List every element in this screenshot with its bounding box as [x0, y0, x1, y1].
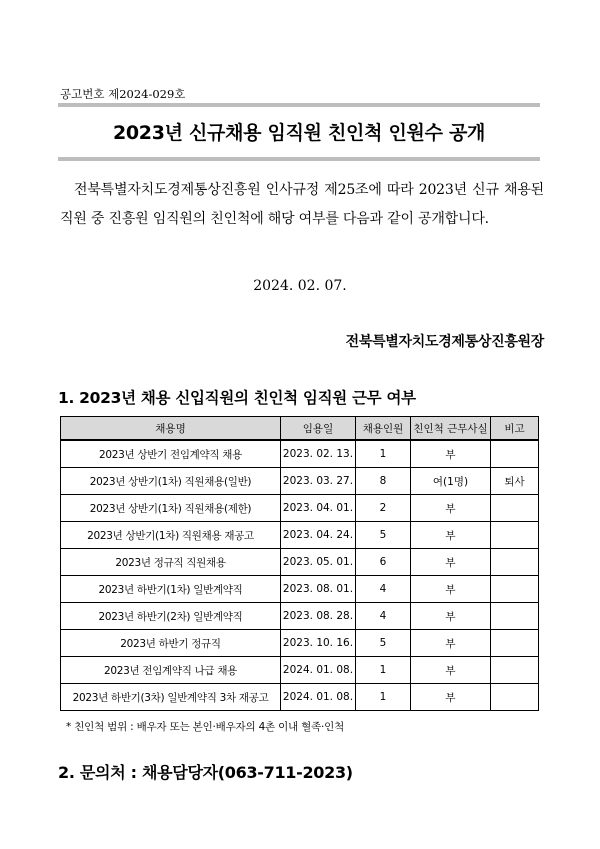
- cell-relative: 부: [411, 576, 491, 603]
- table-row: [61, 657, 539, 684]
- cell-note: [491, 576, 539, 603]
- issuer-name: 전북특별자치도경제통상진흥원장: [345, 334, 544, 350]
- title-top-rule: [58, 103, 540, 107]
- cell-count: 2: [356, 495, 411, 522]
- body-paragraph: 전북특별자치도경제통상진흥원 인사규정 제25조에 따라 2023년 신규 채용된 직원 중 진흥원 임직원의 친인척에 해당 여부를 다음과 같이 공개합니다.: [60, 182, 544, 227]
- section2-heading: 2. 문의처 : 채용담당자(063-711-2023): [58, 763, 353, 782]
- table-header-row: [61, 417, 539, 441]
- cell-note: [491, 630, 539, 657]
- cell-date: 2023. 08. 28.: [281, 603, 356, 630]
- cell-name: 2023년 상반기(1차) 직원채용 재공고: [61, 522, 281, 549]
- cell-relative: 부: [411, 684, 491, 711]
- col-header-relative: 친인척 근무사실: [411, 417, 491, 441]
- cell-relative: 부: [411, 657, 491, 684]
- cell-note: 퇴사: [491, 468, 539, 495]
- cell-note: [491, 603, 539, 630]
- table-row: [61, 603, 539, 630]
- cell-count: 5: [356, 522, 411, 549]
- cell-date: 2023. 04. 24.: [281, 522, 356, 549]
- cell-name: 2023년 하반기(1차) 일반계약직: [61, 576, 281, 603]
- cell-relative: 부: [411, 549, 491, 576]
- cell-name: 2023년 상반기(1차) 직원채용(제한): [61, 495, 281, 522]
- cell-count: 1: [356, 657, 411, 684]
- cell-name: 2023년 상반기 전임계약직 채용: [61, 440, 281, 468]
- cell-name: 2023년 하반기 정규직: [61, 630, 281, 657]
- cell-count: 1: [356, 440, 411, 468]
- cell-date: 2023. 03. 27.: [281, 468, 356, 495]
- cell-count: 4: [356, 576, 411, 603]
- cell-count: 1: [356, 684, 411, 711]
- cell-date: 2023. 05. 01.: [281, 549, 356, 576]
- relative-scope-footnote: * 친인척 범위 : 배우자 또는 본인·배우자의 4촌 이내 혈족·인척: [66, 721, 345, 733]
- cell-note: [491, 657, 539, 684]
- hiring-table: [60, 416, 539, 711]
- cell-relative: 부: [411, 603, 491, 630]
- cell-date: 2024. 01. 08.: [281, 657, 356, 684]
- cell-date: 2023. 08. 01.: [281, 576, 356, 603]
- table-row: [61, 495, 539, 522]
- cell-date: 2023. 04. 01.: [281, 495, 356, 522]
- cell-note: [491, 440, 539, 468]
- title-bottom-rule: [58, 157, 540, 161]
- cell-count: 6: [356, 549, 411, 576]
- cell-relative: 부: [411, 440, 491, 468]
- cell-name: 2023년 정규직 직원채용: [61, 549, 281, 576]
- notice-number: 공고번호 제2024-029호: [60, 87, 186, 101]
- col-header-count: 채용인원: [356, 417, 411, 441]
- cell-relative: 부: [411, 630, 491, 657]
- cell-relative: 부: [411, 522, 491, 549]
- col-header-name: 채용명: [61, 417, 281, 441]
- cell-note: [491, 522, 539, 549]
- cell-note: [491, 684, 539, 711]
- table-row: [61, 468, 539, 495]
- cell-name: 2023년 하반기(2차) 일반계약직: [61, 603, 281, 630]
- page-title: 2023년 신규채용 임직원 친인척 인원수 공개: [112, 122, 486, 144]
- table-row: [61, 549, 539, 576]
- cell-note: [491, 495, 539, 522]
- cell-count: 4: [356, 603, 411, 630]
- col-header-date: 임용일: [281, 417, 356, 441]
- cell-note: [491, 549, 539, 576]
- cell-date: 2023. 10. 16.: [281, 630, 356, 657]
- table-row: [61, 684, 539, 711]
- cell-name: 2023년 상반기(1차) 직원채용(일반): [61, 468, 281, 495]
- cell-count: 5: [356, 630, 411, 657]
- cell-name: 2023년 전임계약직 나급 채용: [61, 657, 281, 684]
- col-header-note: 비고: [491, 417, 539, 441]
- notice-date: 2024. 02. 07.: [253, 278, 347, 294]
- cell-relative: 부: [411, 495, 491, 522]
- cell-date: 2023. 02. 13.: [281, 440, 356, 468]
- section1-heading: 1. 2023년 채용 신입직원의 친인척 임직원 근무 여부: [58, 389, 416, 407]
- cell-date: 2024. 01. 08.: [281, 684, 356, 711]
- table-row: [61, 522, 539, 549]
- cell-relative: 여(1명): [411, 468, 491, 495]
- table-row: [61, 440, 539, 468]
- cell-count: 8: [356, 468, 411, 495]
- cell-name: 2023년 하반기(3차) 일반계약직 3차 재공고: [61, 684, 281, 711]
- table-row: [61, 576, 539, 603]
- table-row: [61, 630, 539, 657]
